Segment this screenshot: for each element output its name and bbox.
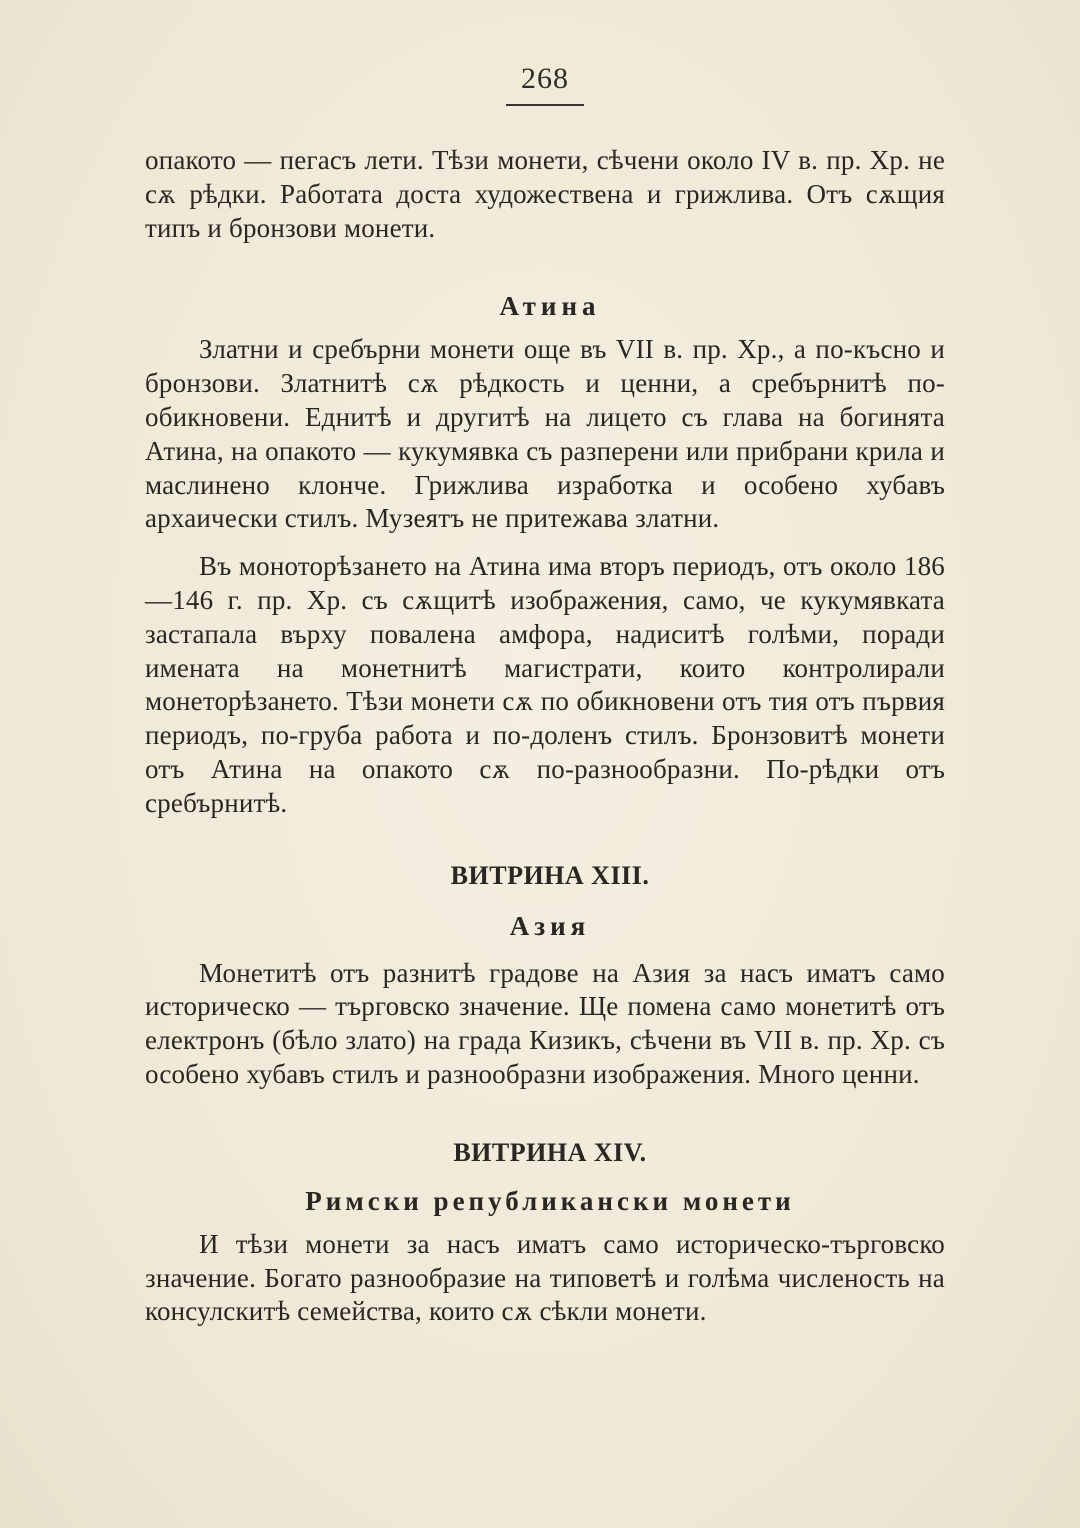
paragraph-rimski: И тѣзи монети за насъ иматъ само историческо-търговско значение. Богато разнообразие на типоветѣ и голѣма численость на консулскитѣ семейства, които сѫ сѣкли монети. — [145, 1228, 945, 1327]
paragraph-opakoto: опакото — пегасъ лети. Тѣзи монети, сѣчени около IV в. пр. Хр. не сѫ рѣдки. Работата доста художествена и грижлива. Отъ сѫщия типъ и бронзови монети. — [145, 145, 945, 243]
page-number: 268 — [521, 62, 569, 95]
paragraph-aziya: Монетитѣ отъ разнитѣ градове на Азия за насъ иматъ само историческо — търговско значение. Ще помена само монетитѣ отъ електронъ (бѣло злато) на града Кизикъ, сѣчени въ VII в. пр. Хр. съ особено хубавъ стилъ и разнообразни изображения. Много ценни. — [145, 957, 945, 1089]
vitrina-heading-13: ВИТРИНА XIII. — [450, 860, 650, 890]
paragraph-atina-2: Въ моноторѣзането на Атина има вторъ периодъ, отъ около 186—146 г. пр. Хр. съ сѫщитѣ изображения, само, че кукумявката застапала върху повалена амфора, надиситѣ голѣми, поради имената на монетнитѣ магистрати, които контролирали монеторѣзането. Тѣзи монети сѫ по обикновени отъ тия отъ първия периодъ, по-груба работа и по-доленъ стилъ. Бронзовитѣ монети отъ Атина на опакото сѫ по-разнообразни. По-рѣдки отъ сребърнитѣ. — [145, 551, 945, 818]
page-body — [145, 144, 945, 1329]
page-number-underline — [506, 104, 584, 106]
paragraph-atina-1: Златни и сребърни монети още въ VII в. пр. Хр., а по-късно и бронзови. Златнитѣ сѫ рѣдкость и ценни, а сребърнитѣ по-обикновени. Еднитѣ и другитѣ на лицето съ глава на богинята Атина, на опакото — кукумявка съ разперени или прибрани крила и маслинено клонче. Грижлива изработка и особено хубавъ архаически стилъ. Музеятъ не притежава златни. — [145, 334, 945, 534]
section-heading-atina: Атина — [499, 291, 601, 322]
section-heading-aziya: Азия — [509, 910, 591, 941]
section-heading-rimski: Римски републикански монети — [305, 1185, 795, 1216]
vitrina-heading-14: ВИТРИНА XIV. — [453, 1137, 647, 1167]
